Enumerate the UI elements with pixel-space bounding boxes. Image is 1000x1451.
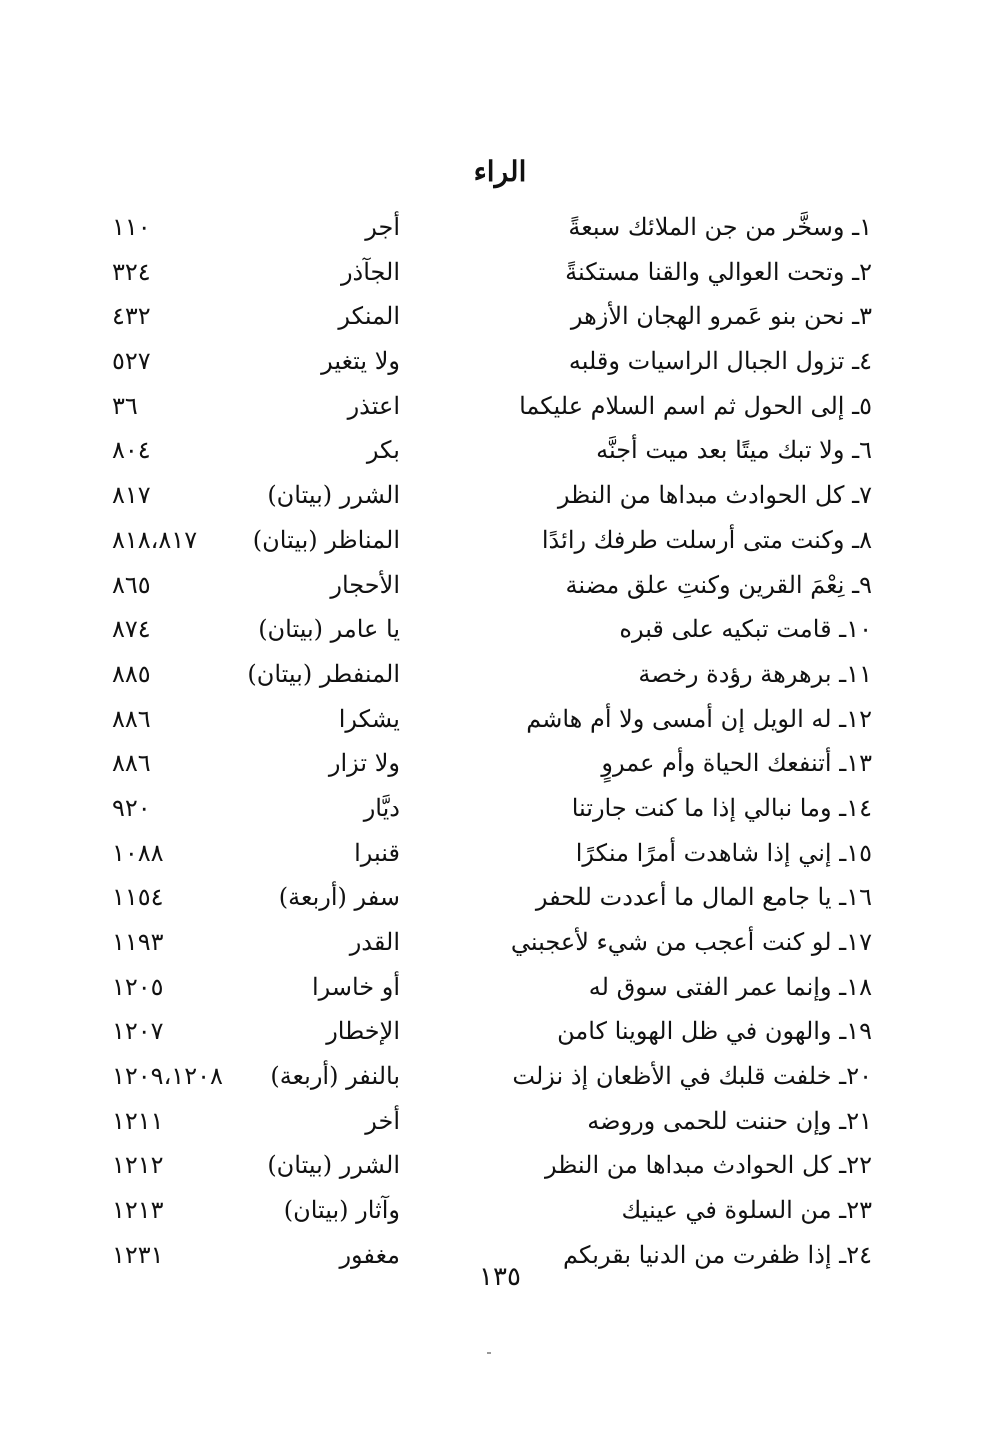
rhyme-word: يشكرا [338,704,400,733]
page-references: ١٢١٣ [112,1196,164,1225]
verse-entry-row [0,788,1000,833]
page-references: ٩٢٠ [112,793,151,822]
rhyme-word: الشرر (بيتان) [267,1151,400,1180]
verse-text: ٢١ـ وإن حننت للحمى وروضه [587,1106,872,1135]
page-references: ٣٦ [112,391,138,420]
verse-text: ٣ـ نحن بنو عَمرو الهجان الأزهر [570,302,872,331]
verse-entry-row [0,386,1000,431]
rhyme-word: الجآذر [340,257,400,286]
rhyme-word: المنفطر (بيتان) [247,659,400,688]
verse-text: ٢٠ـ خلفت قلبك في الأظعان إذ نزلت [512,1062,872,1091]
rhyme-word: سفر (أربعة) [278,883,400,912]
page-references: ١١٥٤ [112,883,164,912]
verse-text: ١٤ـ وما نبالي إذا ما كنت جارتنا [571,793,872,822]
rhyme-word: الشرر (بيتان) [267,481,400,510]
verse-index-list [0,207,1000,1280]
page-references: ١٢٠٩،١٢٠٨ [112,1062,223,1091]
verse-entry-row [0,1011,1000,1056]
page-references: ٨٠٤ [112,436,151,465]
rhyme-word: بالنفر (أربعة) [270,1062,400,1091]
verse-entry-row [0,699,1000,744]
rhyme-word: أخر [365,1106,400,1135]
verse-text: ٢ـ وتحت العوالي والقنا مستكنةً [565,257,872,286]
verse-entry-row [0,833,1000,878]
verse-text: ٦ـ ولا تبك ميتًا بعد ميت أجنَّه [596,436,872,465]
verse-text: ٢٣ـ من السلوة في عينيك [621,1196,872,1225]
page-references: ٣٢٤ [112,257,151,286]
page-references: ٥٢٧ [112,347,151,376]
rhyme-word: قنبرا [354,838,400,867]
page-references: ١٢٣١ [112,1240,164,1269]
verse-entry-row [0,207,1000,252]
verse-entry-row [0,922,1000,967]
verse-text: ١٣ـ أتنفعك الحياة وأم عمروٍ [601,749,872,778]
verse-text: ٢٤ـ إذا ظفرت من الدنيا بقربكم [563,1240,872,1269]
rhyme-word: أجر [365,213,400,241]
scan-speck [487,1352,491,1354]
verse-text: ٨ـ وكنت متى أرسلت طرفك رائدًا [541,525,872,554]
verse-text: ٥ـ إلى الحول ثم اسم السلام عليكما [519,391,872,420]
rhyme-word: الإخطار [326,1017,400,1046]
rhyme-word: يا عامر (بيتان) [258,615,400,644]
verse-text: ١٧ـ لو كنت أعجب من شيء لأعجبني [510,928,872,956]
page-references: ٤٣٢ [112,302,151,331]
rhyme-word: الأحجار [330,570,400,599]
verse-text: ٩ـ نِعْمَ القرين وكنتِ علق مضنة [565,570,872,599]
verse-text: ١٥ـ إني إذا شاهدت أمرًا منكرًا [575,838,872,867]
verse-text: ٧ـ كل الحوادث مبداها من النظر [557,481,872,510]
page-references: ١٢٠٥ [112,972,164,1001]
verse-text: ١٩ـ والهون في ظل الهوينا كامن [557,1017,872,1046]
verse-text: ٤ـ تزول الجبال الراسيات وقلبه [568,347,872,376]
verse-entry-row [0,609,1000,654]
page-references: ١٢١١ [112,1106,164,1135]
verse-text: ١١ـ برهرهة رؤدة رخصة [638,659,872,688]
rhyme-word: اعتذر [347,391,400,420]
verse-entry-row [0,252,1000,297]
rhyme-word: ديَّار [363,793,400,822]
page-references: ١١٩٣ [112,928,164,956]
page-references: ١٢٠٧ [112,1017,164,1046]
page-references: ٨٦٥ [112,570,151,599]
page-references: ٨٧٤ [112,615,151,644]
verse-text: ١٦ـ يا جامع المال ما أعددت للحفر [535,883,872,912]
verse-text: ١٠ـ قامت تبكيه على قبره [619,615,872,644]
verse-entry-row [0,877,1000,922]
rhyme-word: ولا تزار [328,749,400,778]
rhyme-word: بكر [366,436,400,465]
page-references: ١١٠ [112,213,151,241]
page-references: ١٢١٢ [112,1151,164,1180]
verse-entry-row [0,565,1000,610]
verse-entry-row [0,743,1000,788]
rhyme-word: مغفور [339,1240,400,1269]
verse-text: ٢٢ـ كل الحوادث مبداها من النظر [545,1151,872,1180]
page-references: ٨٨٦ [112,704,151,733]
verse-entry-row [0,520,1000,565]
verse-entry-row [0,1101,1000,1146]
rhyme-word: أو خاسرا [311,972,400,1001]
verse-text: ١٢ـ له الويل إن أمسى ولا أم هاشم [526,704,872,733]
verse-entry-row [0,1190,1000,1235]
rhyme-word: وآثار (بيتان) [283,1196,400,1225]
section-heading: الراء [473,155,527,188]
verse-entry-row [0,430,1000,475]
page-references: ٨١٨،٨١٧ [112,525,198,554]
rhyme-word: المناظر (بيتان) [252,525,400,554]
verse-text: ١ـ وسخَّر من جن الملائك سبعةً [568,213,872,241]
page-references: ٨٨٦ [112,749,151,778]
verse-entry-row [0,296,1000,341]
verse-entry-row [0,1145,1000,1190]
rhyme-word: ولا يتغير [321,347,400,376]
rhyme-word: القدر [349,928,400,956]
page-number: ١٣٥ [479,1262,521,1292]
page-references: ١٠٨٨ [112,838,164,867]
verse-text: ١٨ـ وإنما عمر الفتى سوق له [588,972,872,1001]
verse-entry-row [0,475,1000,520]
verse-entry-row [0,967,1000,1012]
page-references: ٨١٧ [112,481,151,510]
page-references: ٨٨٥ [112,659,151,688]
verse-entry-row [0,654,1000,699]
verse-entry-row [0,1056,1000,1101]
rhyme-word: المنكر [338,302,400,331]
verse-entry-row [0,341,1000,386]
